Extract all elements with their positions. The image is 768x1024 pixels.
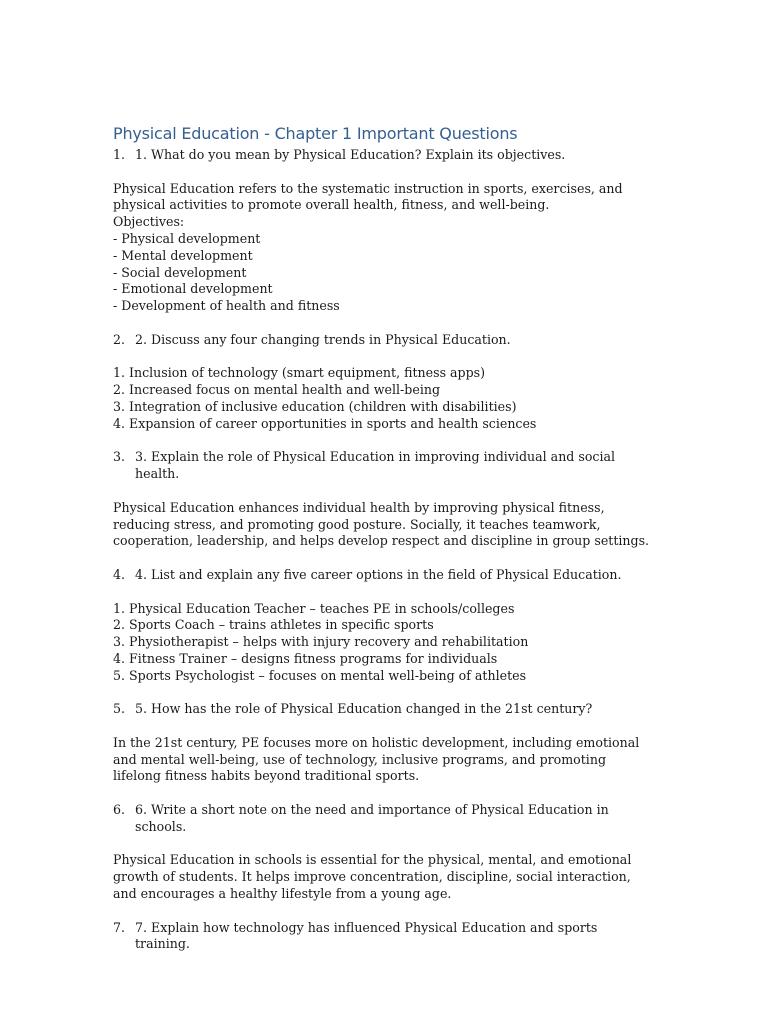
list-item: 2. Sports Coach – trains athletes in specific sports [113,617,434,633]
list-item: - Physical development [113,230,261,246]
answer-paragraph: Physical Education enhances individual health by improving physical fitness, reducing stress, and promoting good posture. Socially, it teaches teamwork, cooperation, leadership, and helps develop respect and discipline in group settings. [113,499,650,549]
question-number: 5. [113,701,126,717]
question-text: 4. List and explain any five career options in the field of Physical Education. [135,566,622,582]
answer-list [113,601,653,685]
list-item: - Mental development [113,247,253,263]
question-number: 3. [113,449,126,465]
question-text: 7. Explain how technology has influenced Physical Education and sports training. [135,919,598,952]
question-text: 5. How has the role of Physical Education changed in the 21st century? [135,701,593,717]
list-item: 5. Sports Psychologist – focuses on mental well-being of athletes [113,667,527,683]
document-title: Physical Education - Chapter 1 Important Questions [113,124,518,143]
question-5 [113,701,653,718]
question-text: 1. What do you mean by Physical Education? Explain its objectives. [135,147,566,162]
list-item: - Social development [113,264,247,280]
list-item: 4. Fitness Trainer – designs fitness programs for individuals [113,650,498,666]
question-number: 2. [113,331,126,347]
list-item: 3. Integration of inclusive education (children with disabilities) [113,398,517,414]
list-item: 1. Physical Education Teacher – teaches PE in schools/colleges [113,600,515,616]
question-4 [113,567,653,584]
list-item: Objectives: [113,214,185,230]
question-number: 4. [113,566,126,582]
answer-list [113,214,653,315]
list-item: 2. Increased focus on mental health and well-being [113,382,441,398]
question-7 [113,920,653,954]
question-1 [113,147,653,164]
question-text: 3. Explain the role of Physical Education in improving individual and social health. [135,449,616,482]
question-number: 1. [113,147,126,162]
answer-paragraph: Physical Education in schools is essential for the physical, mental, and emotional growth of students. It helps improve concentration, discipline, social interaction, and encourages a healthy lifestyle from a young age. [113,852,632,902]
list-item: - Development of health and fitness [113,298,340,314]
answer-paragraph: Physical Education refers to the systematic instruction in sports, exercises, and physical activities to promote overall health, fitness, and well-being. [113,180,623,213]
question-6 [113,802,653,836]
list-item: 1. Inclusion of technology (smart equipment, fitness apps) [113,365,486,381]
question-number: 6. [113,802,126,818]
list-item: 4. Expansion of career opportunities in sports and health sciences [113,415,537,431]
question-3 [113,449,653,483]
answer-paragraph: In the 21st century, PE focuses more on holistic development, including emotional and mental well-being, use of technology, inclusive programs, and promoting lifelong fitness habits beyond traditional sports. [113,734,640,784]
list-item: 3. Physiotherapist – helps with injury recovery and rehabilitation [113,634,529,650]
question-number: 7. [113,919,126,935]
question-2 [113,332,653,349]
document-page [113,123,653,953]
question-text: 2. Discuss any four changing trends in Physical Education. [135,331,511,347]
question-text: 6. Write a short note on the need and importance of Physical Education in schools. [135,802,609,834]
list-item: - Emotional development [113,281,273,297]
answer-list [113,365,653,432]
